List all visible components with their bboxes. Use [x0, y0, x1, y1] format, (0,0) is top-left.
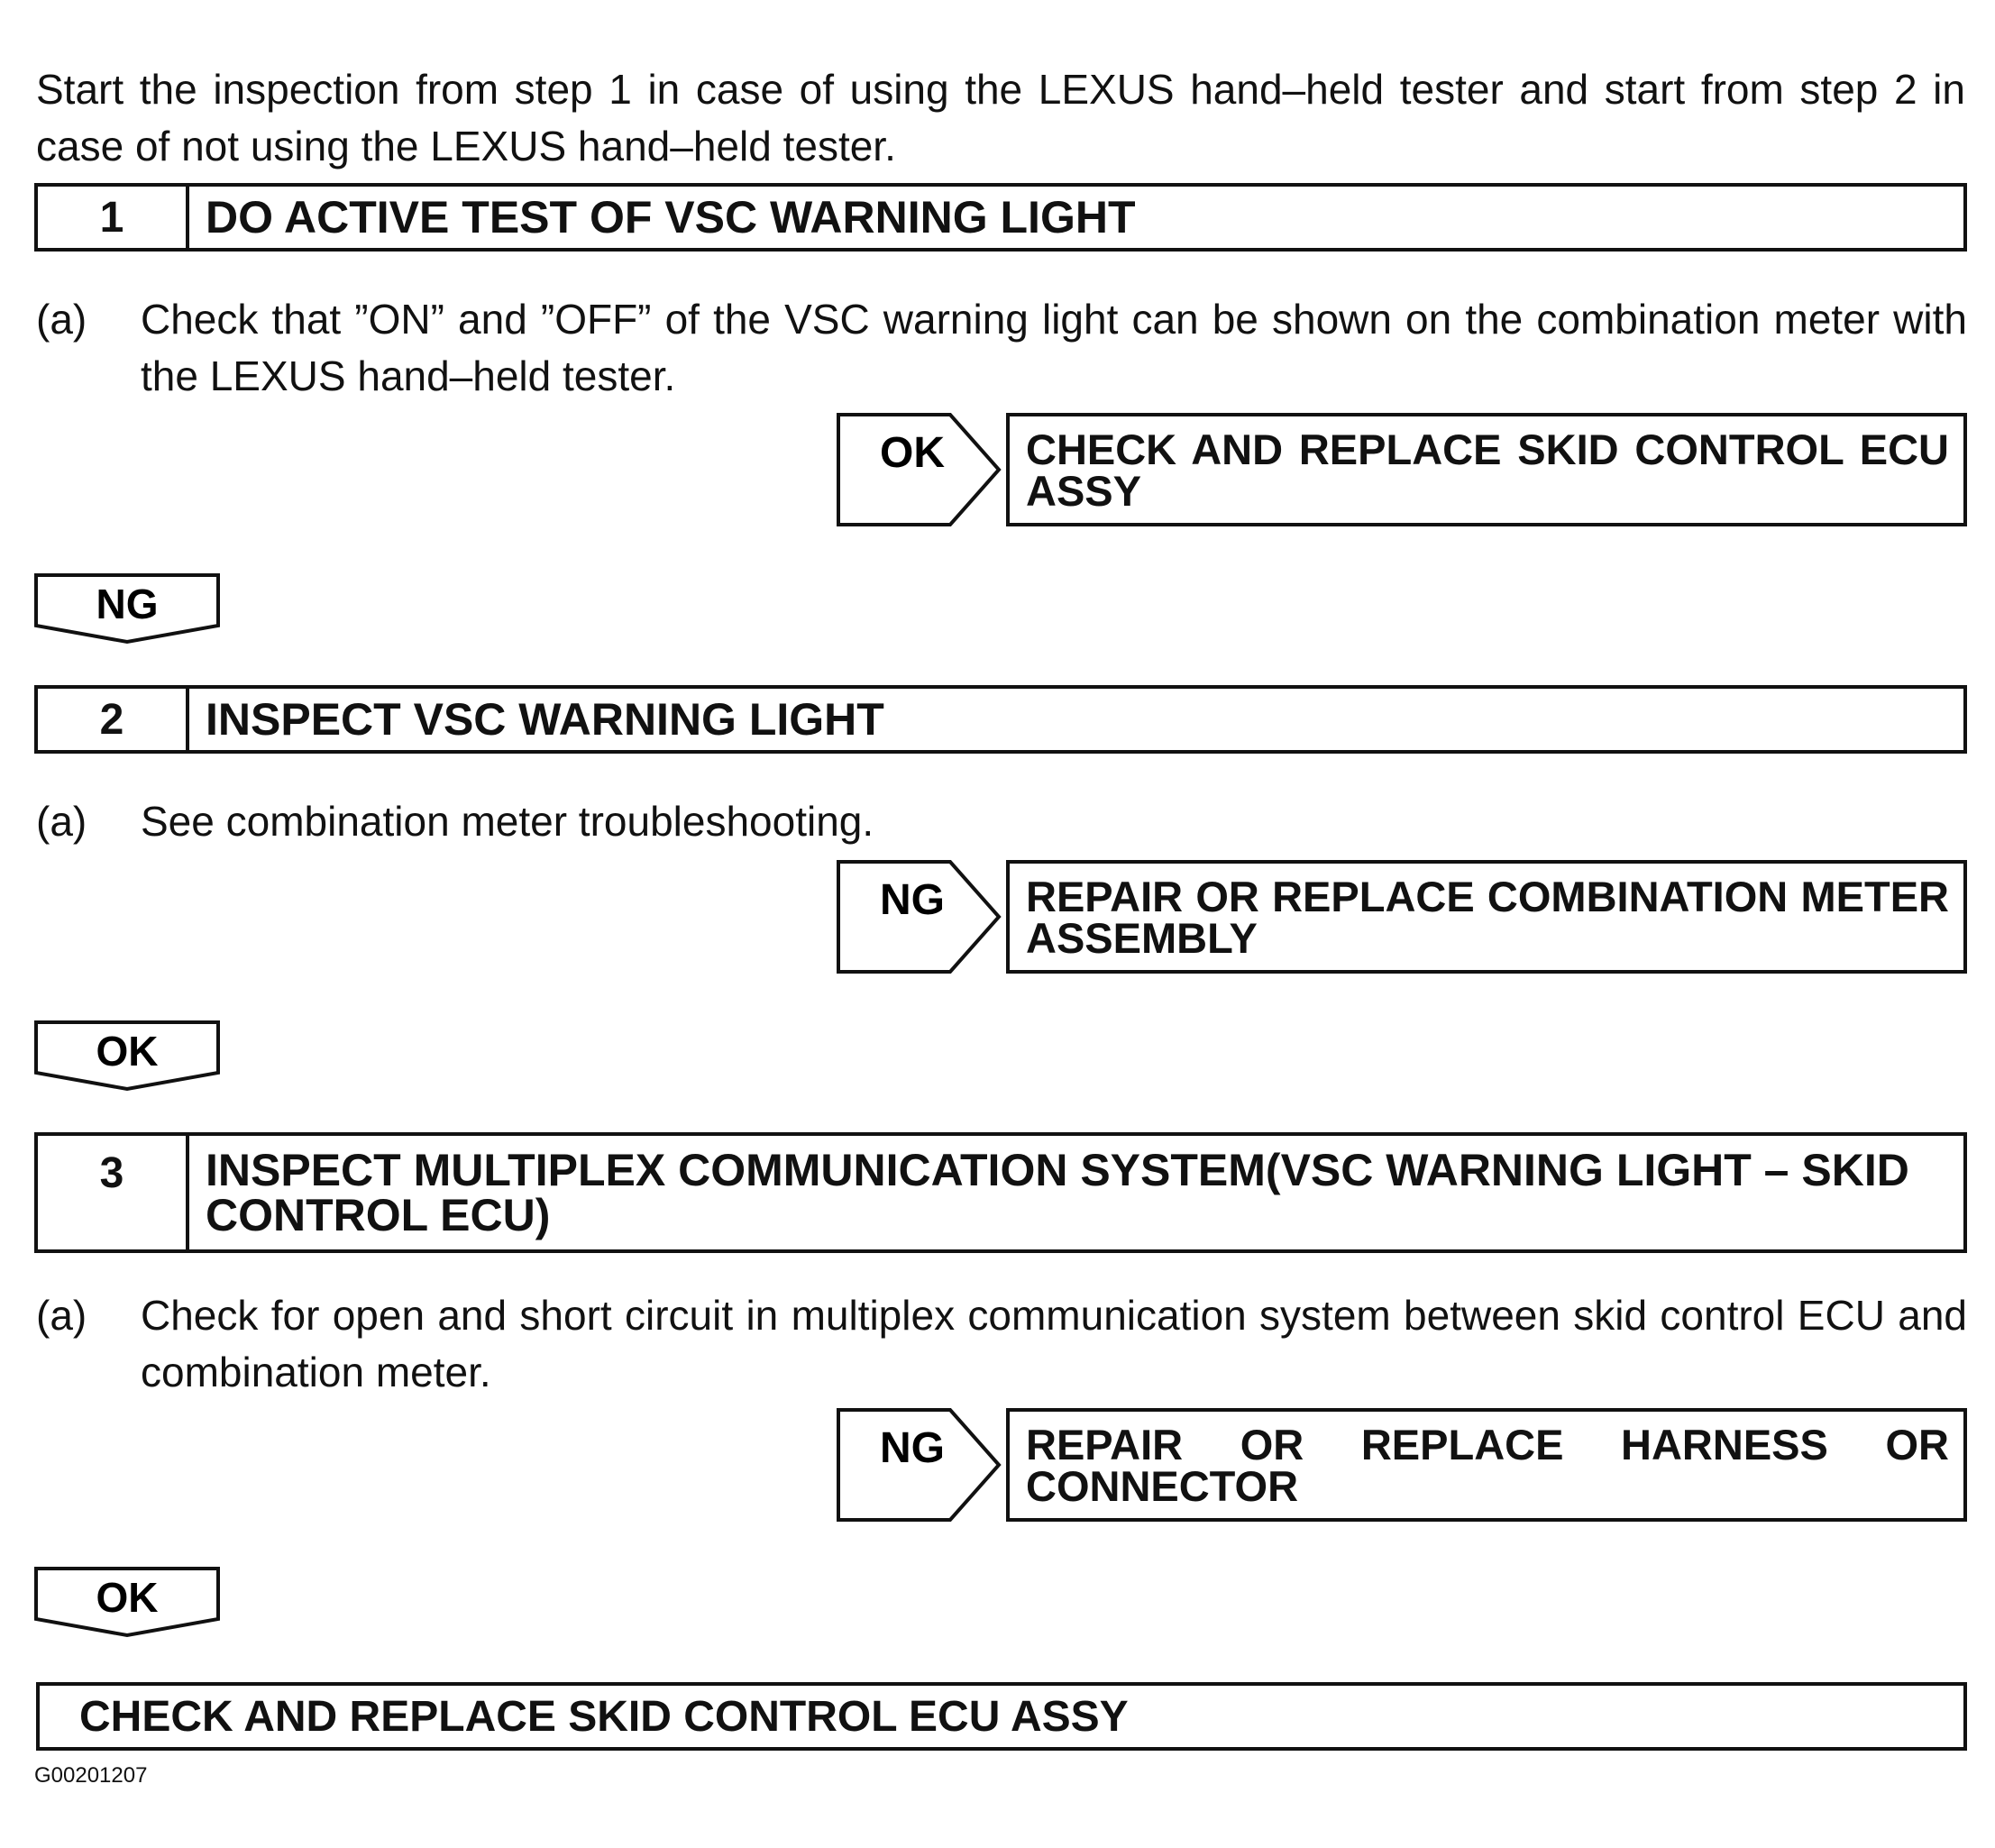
step-1-item-label: (a)	[36, 296, 87, 343]
step-2-ng-result-line1: REPAIR OR REPLACE COMBINATION METER	[1026, 873, 1949, 920]
step-1-ok-result-line1: CHECK AND REPLACE SKID CONTROL ECU	[1026, 425, 1949, 473]
step-2-ng-result-box	[1006, 860, 1967, 974]
step-1-item-text: Check that ”ON” and ”OFF” of the VSC warning light can be shown on the combination meter with the LEXUS hand–held tester.	[141, 296, 1967, 399]
step-2-header	[34, 685, 1967, 754]
step-3-title-line2: CONTROL ECU)	[206, 1190, 551, 1240]
step-1-ok-result-box	[1006, 413, 1967, 526]
step-3-ng-result-line2: CONNECTOR	[1026, 1462, 1299, 1510]
step-2-title: INSPECT VSC WARNING LIGHT	[206, 694, 884, 745]
step-3-header	[34, 1132, 1967, 1253]
intro-paragraph: Start the inspection from step 1 in case of using the LEXUS hand–held tester and start from step 2 in case of not using the LEXUS hand–held tester.	[36, 66, 1965, 169]
step-1-ok-result-line2: ASSY	[1026, 467, 1141, 515]
step-1-number: 1	[38, 187, 189, 248]
step-1-ok-label: OK	[880, 429, 945, 477]
step-3-ng-result-line1: REPAIR OR REPLACE HARNESS OR	[1026, 1421, 1949, 1468]
step-3-number: 3	[38, 1136, 189, 1249]
step-3-item-label: (a)	[36, 1292, 87, 1339]
step-3-ng-arrow	[837, 1408, 1002, 1522]
step-2-number: 2	[38, 689, 189, 750]
step-1-title: DO ACTIVE TEST OF VSC WARNING LIGHT	[206, 192, 1136, 242]
step-2-item-text: See combination meter troubleshooting.	[141, 798, 874, 845]
final-result-text: CHECK AND REPLACE SKID CONTROL ECU ASSY	[79, 1692, 1129, 1741]
step-2-ng-result-line2: ASSEMBLY	[1026, 914, 1258, 962]
step-3-title-line1: INSPECT MULTIPLEX COMMUNICATION SYSTEM(VSC WARNING LIGHT – SKID	[206, 1145, 1909, 1195]
step-1-header	[34, 183, 1967, 252]
step-2-ng-arrow	[837, 860, 1002, 974]
step-2-item-label: (a)	[36, 798, 87, 845]
step-3-ng-result-box	[1006, 1408, 1967, 1522]
step-2-ok-down-arrow	[34, 1020, 222, 1093]
step-3-ng-label: NG	[880, 1424, 945, 1472]
step-3-item-text: Check for open and short circuit in multiplex communication system between skid control ECU and combination meter.	[141, 1292, 1967, 1395]
step-1-ng-label: NG	[96, 581, 159, 627]
step-2-ok-label: OK	[96, 1028, 159, 1075]
step-3-title	[189, 1136, 1909, 1249]
figure-id: G00201207	[34, 1763, 148, 1788]
step-3-ok-label: OK	[96, 1574, 159, 1621]
step-2-ng-label: NG	[880, 876, 945, 924]
step-3-ok-down-arrow	[34, 1567, 222, 1639]
final-result-box	[36, 1682, 1967, 1751]
step-1-ng-down-arrow	[34, 573, 222, 645]
step-1-ok-arrow	[837, 413, 1002, 526]
